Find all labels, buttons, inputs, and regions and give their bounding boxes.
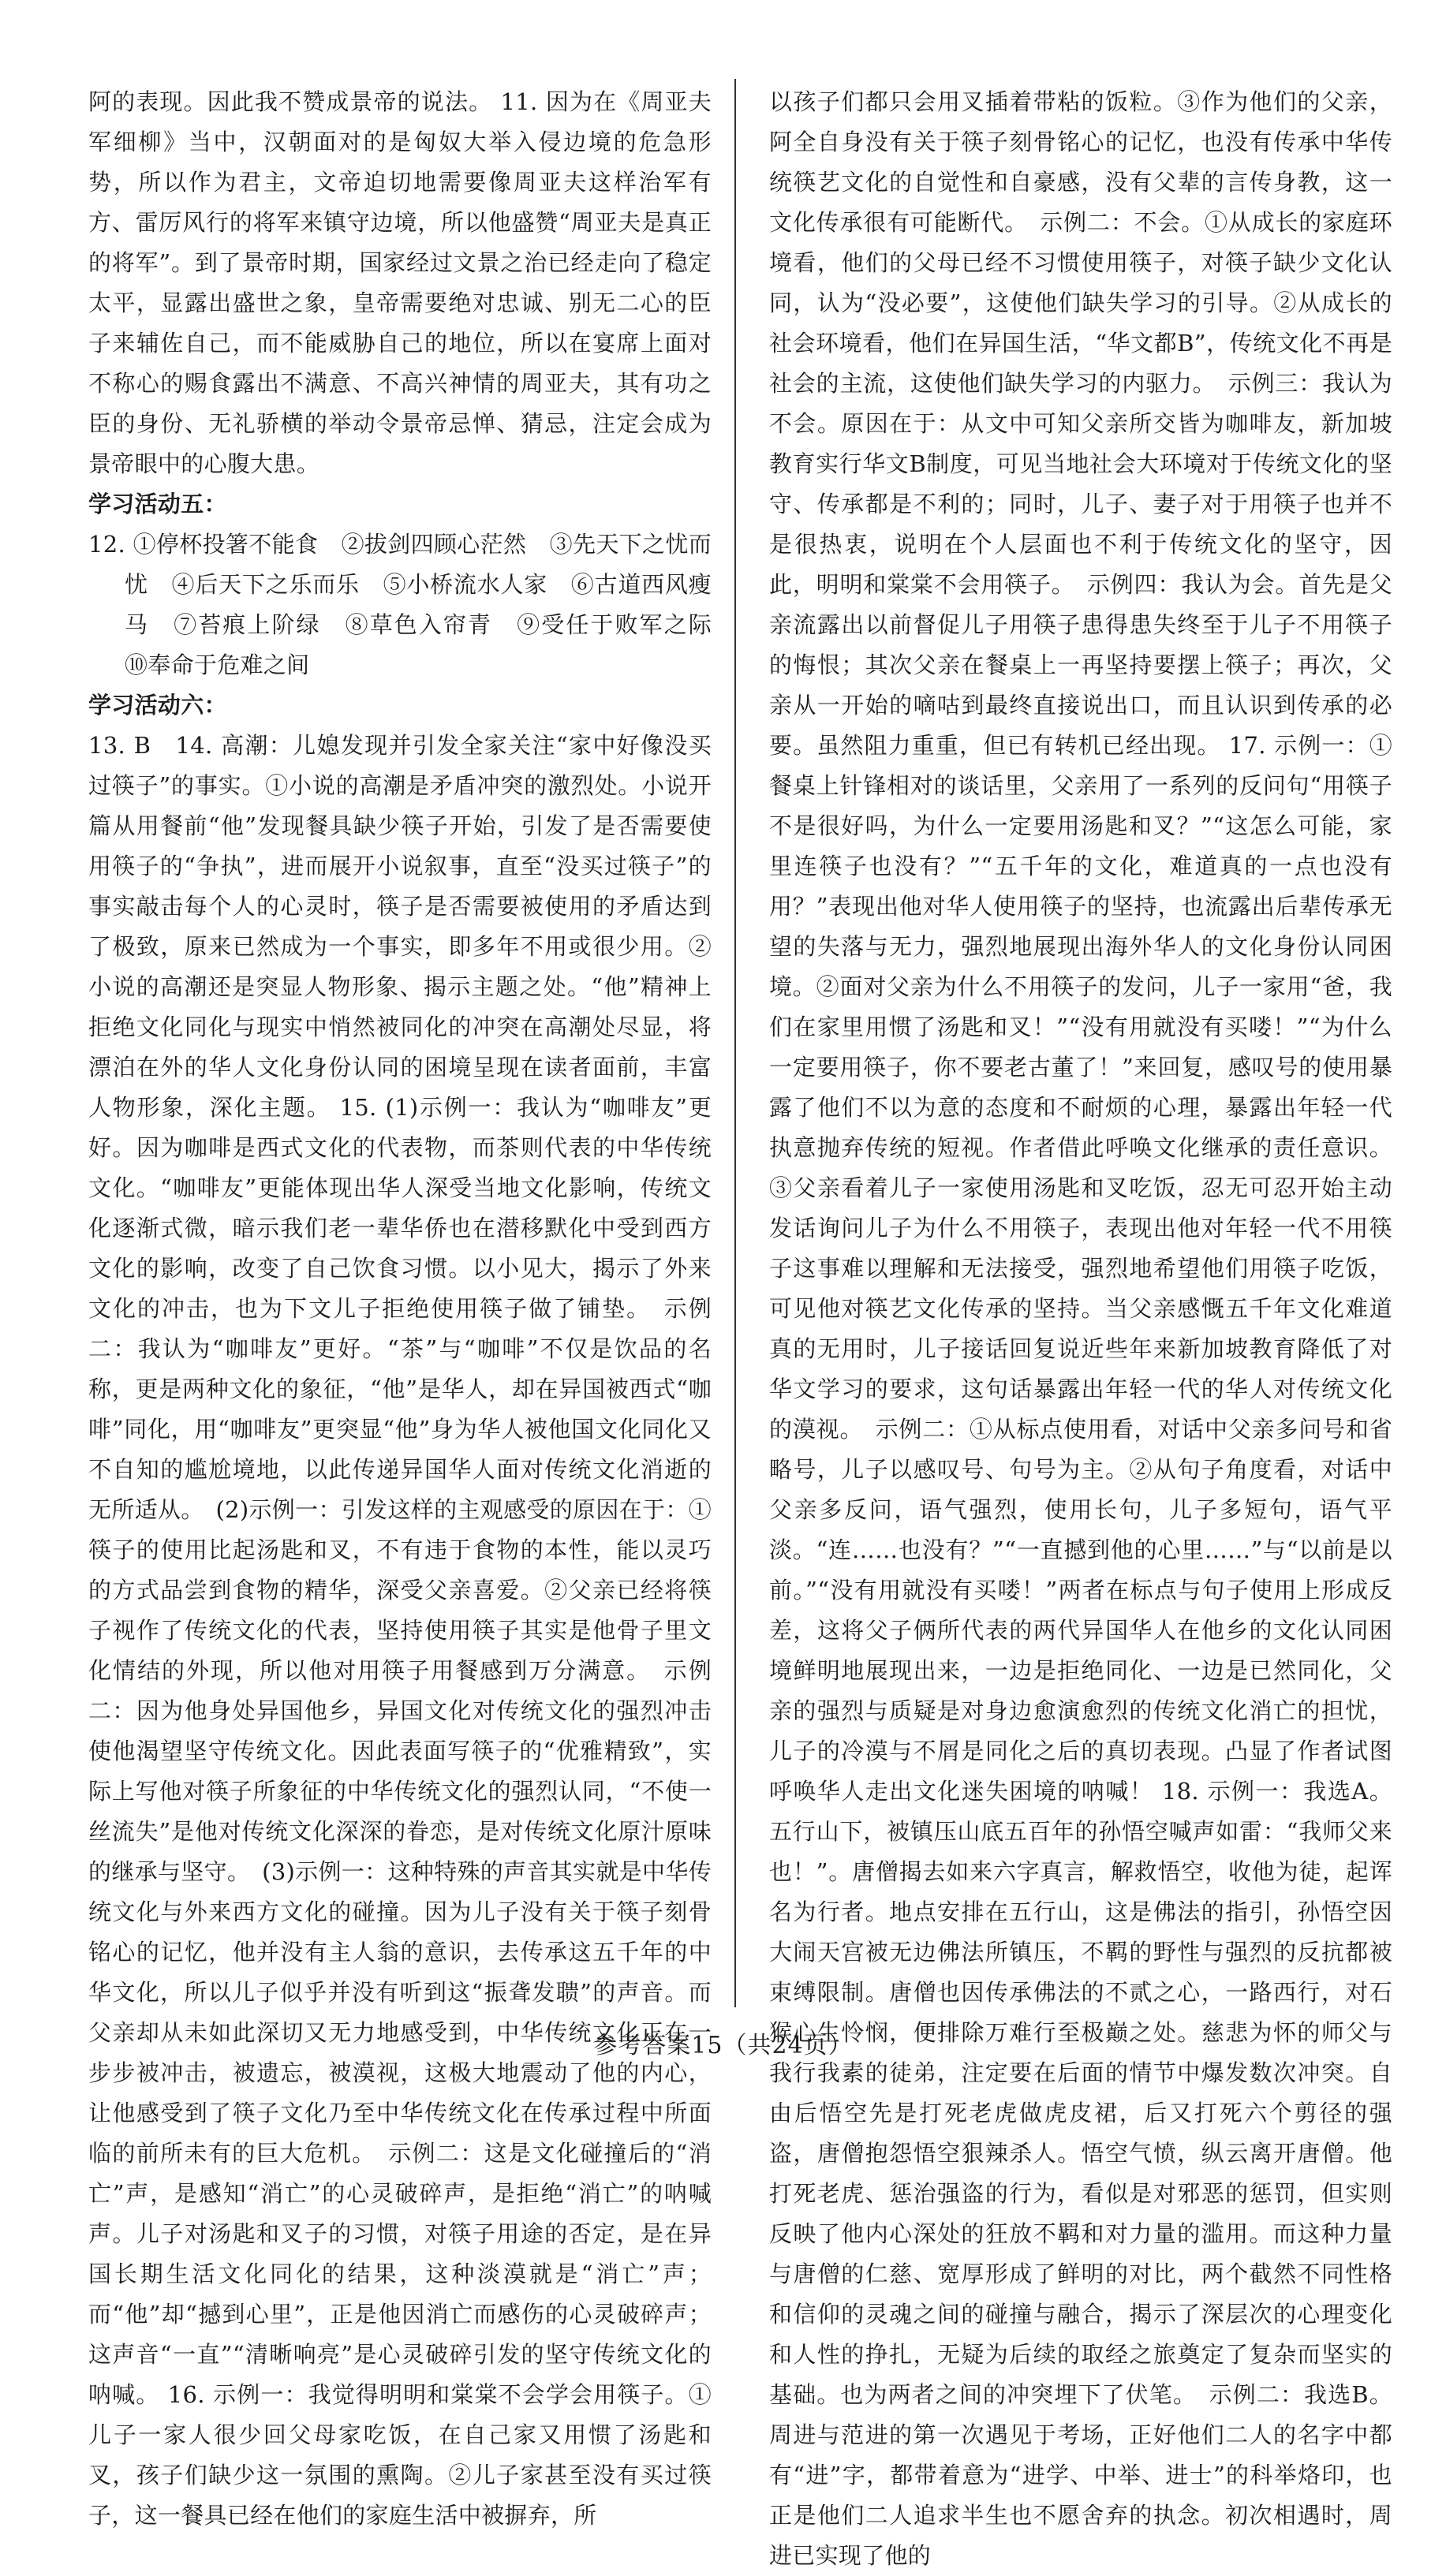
heading-activity-6: 学习活动六： (88, 692, 227, 719)
left-para-2: 13. B 14. 高潮：儿媳发现并引发全家关注“家中好像没买过筷子”的事实。①小说的高潮是矛盾冲突的激烈处。小说开篇从用餐前“他”发现餐具缺少筷子开始，引发了是否需要使用筷子的“争执”，进而展开小说叙事，直至“没买过筷子”的事实敲击每个人的心灵时，筷子是否需要被使用的矛盾达到了极致，原来已然成为一个事实，即多年不用或很少用。②小说的高潮还是突显人物形象、揭示主题之处。“他”精神上拒绝文化同化与现实中悄然被同化的冲突在高潮处尽显，将漂泊在外的华人文化身份认同的困境呈现在读者面前，丰富人物形象，深化主题。 15. (1)示例一：我认为“咖啡友”更好。因为咖啡是西式文化的代表物，而茶则代表的中华传统文化。“咖啡友”更能体现出华人深受当地文化影响，传统文化逐渐式微，暗示我们老一辈华侨也在潜移默化中受到西方文化的影响，改变了自己饮食习惯。以小见大，揭示了外来文化的冲击，也为下文儿子拒绝使用筷子做了铺垫。 示例二：我认为“咖啡友”更好。“茶”与“咖啡”不仅是饮品的名称，更是两种文化的象征，“他”是华人，却在异国被西式“咖啡”同化，用“咖啡友”更突显“他”身为华人被他国文化同化又不自知的尴尬境地，以此传递异国华人面对传统文化消逝的无所适从。 (2)示例一：引发这样的主观感受的原因在于：①筷子的使用比起汤匙和叉，不有违于食物的本性，能以灵巧的方式品尝到食物的精华，深受父亲喜爱。②父亲已经将筷子视作了传统文化的代表，坚持使用筷子其实是他骨子里文化情结的外现，所以他对用筷子用餐感到万分满意。 示例二：因为他身处异国他乡，异国文化对传统文化的强烈冲击使他渴望坚守传统文化。因此表面写筷子的“优雅精致”，实际上写他对筷子所象征的中华传统文化的强烈认同，“不使一丝流失”是他对传统文化深深的眷恋，是对传统文化原汁原味的继承与坚守。 (3)示例一：这种特殊的声音其实就是中华传统文化与外来西方文化的碰撞。因为儿子没有关于筷子刻骨铭心的记忆，他并没有主人翁的意识，去传承这五千年的中华文化，所以儿子似乎并没有听到这“振聋发聩”的声音。而父亲却从未如此深切又无力地感受到，中华传统文化正在一步步被冲击，被遗忘，被漠视，这极大地震动了他的内心，让他感受到了筷子文化乃至中华传统文化在传承过程中所面临的前所未有的巨大危机。 示例二：这是文化碰撞后的“消亡”声，是感知“消亡”的心灵破碎声，是拒绝“消亡”的呐喊声。儿子对汤匙和叉子的习惯，对筷子用途的否定，是在异国长期生活文化同化的结果，这种淡漠就是“消亡”声；而“他”却“撼到心里”，正是他因消亡而感伤的心灵破碎声；这声音“一直”“清晰响亮”是心灵破碎引发的坚守传统文化的呐喊。 16. 示例一：我觉得明明和棠棠不会学会用筷子。①儿子一家人很少回父母家吃饭，在自己家又用惯了汤匙和叉，孩子们缺少这一氛围的熏陶。②儿子家甚至没有买过筷子，这一餐具已经在他们的家庭生活中被摒弃，所 (88, 732, 712, 2529)
column-divider (734, 79, 736, 2007)
right-para-1: 以孩子们都只会用叉插着带粘的饭粒。③作为他们的父亲，阿全自身没有关于筷子刻骨铭心的记忆，也没有传承中华传统筷艺文化的自觉性和自豪感，没有父辈的言传身教，这一文化传承很有可能断代。 示例二：不会。①从成长的家庭环境看，他们的父母已经不习惯使用筷子，对筷子缺少文化认同，认为“没必要”，这使他们缺失学习的引导。②从成长的社会环境看，他们在异国生活，“华文都B”，传统文化不再是社会的主流，这使他们缺失学习的内驱力。 示例三：我认为不会。原因在于：从文中可知父亲所交皆为咖啡友，新加坡教育实行华文B制度，可见当地社会大环境对于传统文化的坚守、传承都是不利的；同时，儿子、妻子对于用筷子也并不是很热衷，说明在个人层面也不利于传统文化的坚守，因此，明明和棠棠不会用筷子。 示例四：我认为会。首先是父亲流露出以前督促儿子用筷子患得患失终至于儿子不用筷子的悔恨；其次父亲在餐桌上一再坚持要摆上筷子；再次，父亲从一开始的嘀咕到最终直接说出口，而且认识到传承的必要。虽然阻力重重，但已有转机已经出现。 17. 示例一：①餐桌上针锋相对的谈话里，父亲用了一系列的反问句“用筷子不是很好吗，为什么一定要用汤匙和叉？”“这怎么可能，家里连筷子也没有？”“五千年的文化，难道真的一点也没有用？”表现出他对华人使用筷子的坚持，也流露出后辈传承无望的失落与无力，强烈地展现出海外华人的文化身份认同困境。②面对父亲为什么不用筷子的发问，儿子一家用“爸，我们在家里用惯了汤匙和叉！”“没有用就没有买喽！”“为什么一定要用筷子，你不要老古董了！”来回复，感叹号的使用暴露了他们不以为意的态度和不耐烦的心理，暴露出年轻一代执意抛弃传统的短视。作者借此呼唤文化继承的责任意识。③父亲看着儿子一家使用汤匙和叉吃饭，忍无可忍开始主动发话询问儿子为什么不用筷子，表现出他对年轻一代不用筷子这事难以理解和无法接受，强烈地希望他们用筷子吃饭，可见他对筷艺文化传承的坚持。当父亲感慨五千年文化难道真的无用时，儿子接话回复说近些年来新加坡教育降低了对华文学习的要求，这句话暴露出年轻一代的华人对传统文化的漠视。 示例二：①从标点使用看，对话中父亲多问号和省略号，儿子以感叹号、句号为主。②从句子角度看，对话中父亲多反问，语气强烈，使用长句，儿子多短句，语气平淡。“连……也没有？”“一直撼到他的心里……”与“以前是以前。”“没有用就没有买喽！”两者在标点与句子使用上形成反差，这将父子俩所代表的两代异国华人在他乡的文化认同困境鲜明地展现出来，一边是拒绝同化、一边是已然同化，父亲的强烈与质疑是对身边愈演愈烈的传统文化消亡的担忧，儿子的冷漠与不屑是同化之后的真切表现。凸显了作者试图呼唤华人走出文化迷失困境的呐喊！ 18. 示例一：我选A。五行山下，被镇压山底五百年的孙悟空喊声如雷：“我师父来也！”。唐僧揭去如来六字真言，解救悟空，收他为徒，起诨名为行者。地点安排在五行山，这是佛法的指引，孙悟空因大闹天宫被无边佛法所镇压，不羁的野性与强烈的反抗都被束缚限制。唐僧也因传承佛法的不贰之心，一路西行，对石猴心生怜悯，便排除万难行至极巅之处。慈悲为怀的师父与我行我素的徒弟，注定要在后面的情节中爆发数次冲突。自由后悟空先是打死老虎做虎皮裙，后又打死六个剪径的强盗，唐僧抱怨悟空狠辣杀人。悟空气愤，纵云离开唐僧。他打死老虎、惩治强盗的行为，看似是对邪恶的惩罚，但实则反映了他内心深处的狂放不羁和对力量的滥用。而这种力量与唐僧的仁慈、宽厚形成了鲜明的对比，两个截然不同性格和信仰的灵魂之间的碰撞与融合，揭示了深层次的心理变化和人性的挣扎，无疑为后续的取经之旅奠定了复杂而坚实的基础。也为两者之间的冲突埋下了伏笔。 示例二：我选B。周进与范进的第一次遇见于考场，正好他们二人的名字中都有“进”字，都带着意为“进学、中举、进士”的科举烙印，也正是他们二人追求半生也不愿舍弃的执念。初次相遇时，周进已实现了他的 (769, 88, 1392, 2569)
heading-activity-5: 学习活动五： (88, 491, 227, 517)
left-para-1: 阿的表现。因此我不赞成景帝的说法。 11. 因为在《周亚夫军细柳》当中，汉朝面对的是匈奴大举入侵边境的危急形势，所以作为君主，文帝迫切地需要像周亚夫这样治军有方、雷厉风行的将军来镇守边境，所以他盛赞“周亚夫是真正的将军”。到了景帝时期，国家经过文景之治已经走向了稳定太平，显露出盛世之象，皇帝需要绝对忠诚、别无二心的臣子来辅佐自己，而不能威胁自己的地位，所以在宴席上面对不称心的赐食露出不满意、不高兴神情的周亚夫，其有功之臣的身份、无礼骄横的举动令景帝忌惮、猜忌，注定会成为景帝眼中的心腹大患。 (88, 88, 712, 477)
right-column (769, 82, 1392, 2576)
page-footer: 参考答案15（共24页） (593, 2032, 853, 2059)
answer-12-list: 12. ①停杯投箸不能食 ②拔剑四顾心茫然 ③先天下之忧而忧 ④后天下之乐而乐 ⑤小桥流水人家 ⑥古道西风瘦马 ⑦苔痕上阶绿 ⑧草色入帘青 ⑨受任于败军之际 ⑩奉命于危难之间 (88, 531, 735, 678)
